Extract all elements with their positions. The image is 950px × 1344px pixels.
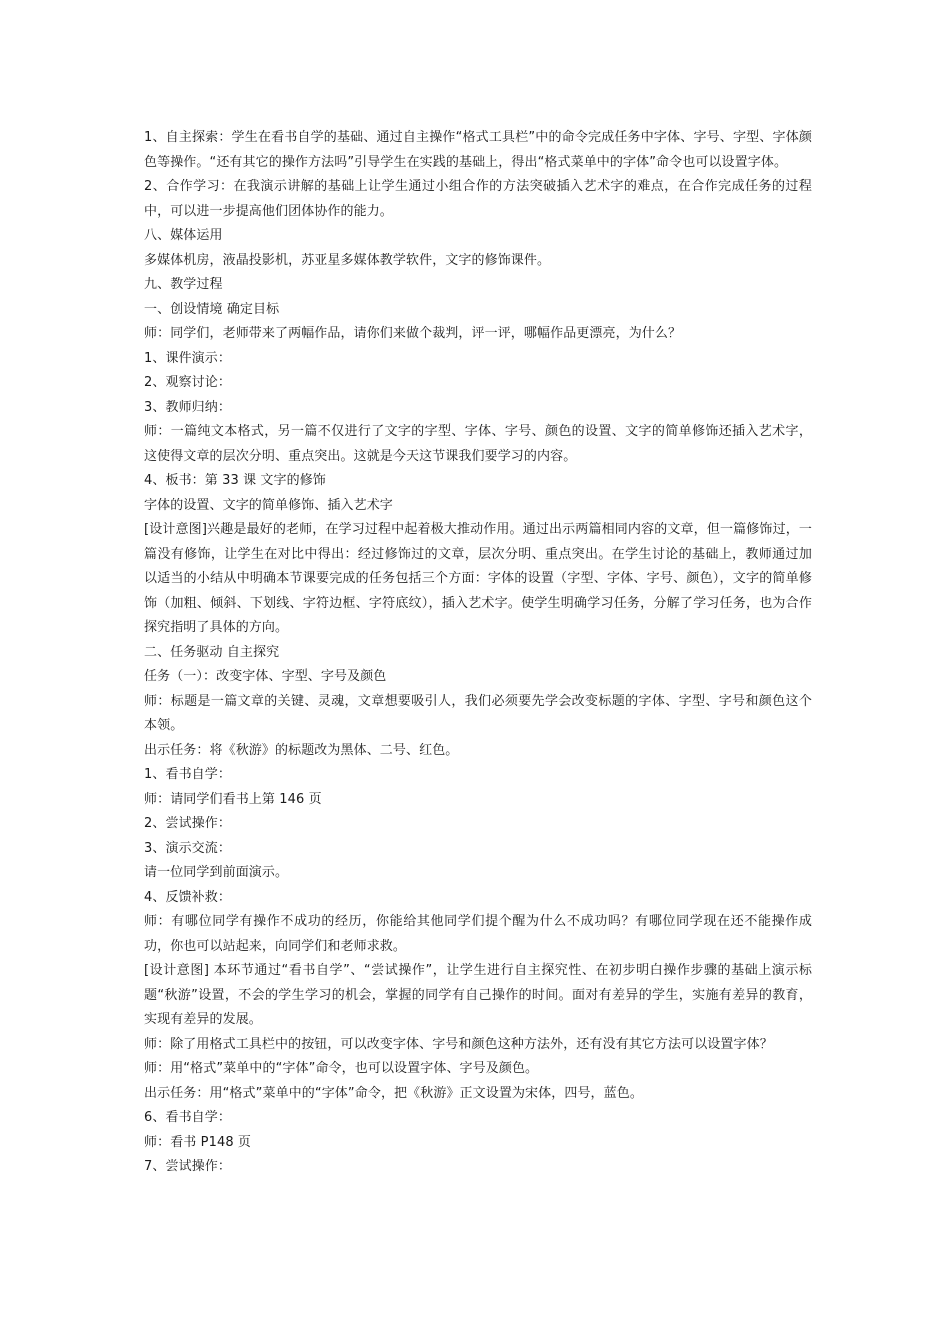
paragraph: 师：用“格式”菜单中的“字体”命令，也可以设置字体、字号及颜色。 [144,1061,539,1076]
paragraph: 师：看书 P148 页 [144,1134,252,1150]
paragraph: 2、合作学习：在我演示讲解的基础上让学生通过小组合作的方法突破插入艺术字的难点，在合作完成任务的过程中，可以进一步提高他们团体协作的能力。 [144,179,812,219]
paragraph: [设计意图]兴趣是最好的老师，在学习过程中起着极大推动作用。通过出示两篇相同内容的文章，但一篇修饰过，一篇没有修饰，让学生在对比中得出：经过修饰过的文章，层次分明、重点突出。在学生讨论的基础上，教师通过加以适当的小结从中明确本节课要完成的任务包括三个方面：字体的设置（字型、字体、字号、颜色），文字的简单修饰（加粗、倾斜、下划线、字符边框、字符底纹），插入艺术字。使学生明确学习任务，分解了学习任务，也为合作探究指明了具体的方向。 [144,522,812,635]
list-item: 1、课件演示： [144,350,231,366]
section-heading: 八、媒体运用 [144,228,223,243]
paragraph: 请一位同学到前面演示。 [144,865,289,880]
paragraph: 1、自主探索：学生在看书自学的基础、通过自主操作“格式工具栏”中的命令完成任务中字体、字号、字型、字体颜色等操作。“还有其它的操作方法吗”引导学生在实践的基础上，得出“格式菜单中的字体”命令也可以设置字体。 [144,130,812,170]
list-item: 2、观察讨论： [144,375,231,390]
paragraph: 师：请同学们看书上第 146 页 [144,791,322,807]
paragraph: [设计意图] 本环节通过“看书自学”、“尝试操作”，让学生进行自主探究性、在初步明白操作步骤的基础上演示标题“秋游”设置，不会的学生学习的机会，掌握的同学有自己操作的时间。面对有差异的学生，实施有差异的教育，实现有差异的发展。 [144,963,812,1027]
paragraph: 师：一篇纯文本格式，另一篇不仅进行了文字的字型、字体、字号、颜色的设置、文字的简单修饰还插入艺术字，这使得文章的层次分明、重点突出。这就是今天这节课我们要学习的内容。 [144,424,812,464]
list-item: 6、看书自学： [144,1110,231,1125]
list-item: 4、板书：第 33 课 文字的修饰 [144,473,326,488]
list-item: 1、看书自学： [144,767,231,782]
paragraph: 多媒体机房，液晶投影机，苏亚星多媒体教学软件，文字的修饰课件。 [144,252,551,268]
list-item: 2、尝试操作： [144,816,231,831]
section-heading: 一、创设情境 确定目标 [144,301,280,317]
paragraph: 字体的设置、文字的简单修饰、插入艺术字 [144,497,393,513]
section-heading: 九、教学过程 [144,277,223,292]
list-item: 4、反馈补救： [144,889,231,905]
section-heading: 二、任务驱动 自主探究 [144,644,280,660]
document-body [144,126,812,1180]
list-item: 3、演示交流： [144,840,231,856]
list-item: 7、尝试操作： [144,1159,231,1174]
paragraph: 师：除了用格式工具栏中的按钮，可以改变字体、字号和颜色这种方法外，还有没有其它方法可以设置字体？ [144,1036,773,1052]
list-item: 3、教师归纳： [144,399,231,415]
paragraph: 任务（一）：改变字体、字型、字号及颜色 [144,669,387,684]
paragraph: 师：有哪位同学有操作不成功的经历，你能给其他同学们提个醒为什么不成功吗？有哪位同学现在还不能操作成功，你也可以站起来，向同学们和老师求救。 [144,914,812,954]
paragraph: 出示任务：用“格式”菜单中的“字体”命令，把《秋游》正文设置为宋体，四号，蓝色。 [144,1085,643,1101]
paragraph: 师：同学们，老师带来了两幅作品，请你们来做个裁判，评一评，哪幅作品更漂亮，为什么？ [144,326,682,341]
paragraph: 师：标题是一篇文章的关键、灵魂，文章想要吸引人，我们必须要先学会改变标题的字体、字型、字号和颜色这个本领。 [144,693,812,733]
paragraph: 出示任务：将《秋游》的标题改为黑体、二号、红色。 [144,742,459,758]
